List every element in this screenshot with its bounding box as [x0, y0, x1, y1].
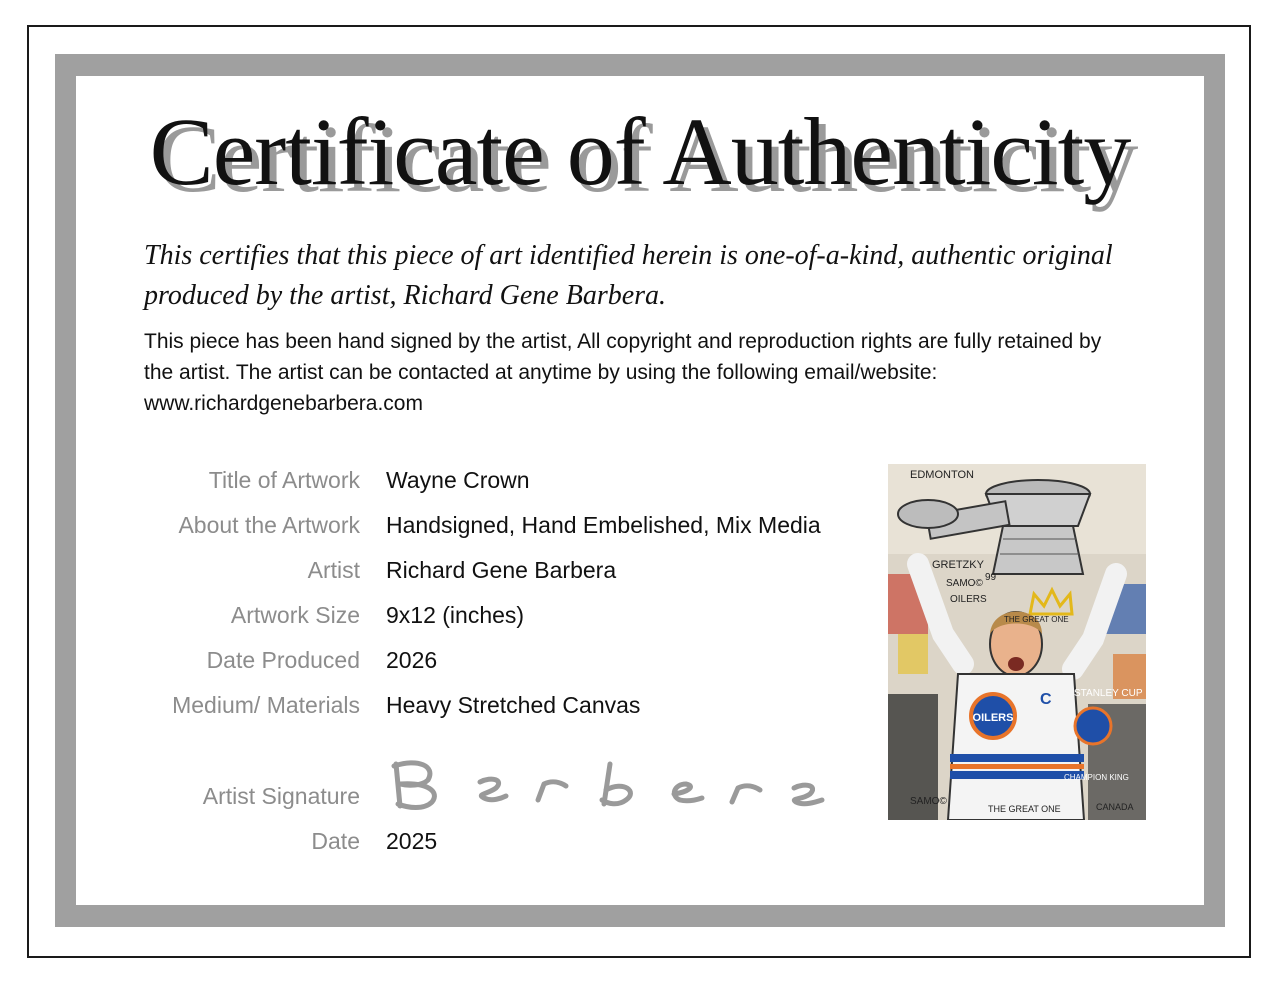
artwork-text-stanley-cup: STANLEY CUP: [1074, 688, 1143, 699]
captain-letter: C: [1040, 691, 1052, 708]
date-value: 2025: [386, 828, 438, 854]
artwork-size-value: 9x12 (inches): [386, 602, 525, 628]
artwork-text-great-one-bottom: THE GREAT ONE: [988, 804, 1061, 814]
about-artwork-label: About the Artwork: [178, 512, 360, 538]
title-of-artwork-value: Wayne Crown: [386, 467, 530, 493]
artwork-text-gretzky: GRETZKY: [932, 559, 984, 571]
artist-value: Richard Gene Barbera: [386, 557, 617, 583]
artist-signature-image: [388, 756, 828, 816]
date-produced-label: Date Produced: [206, 647, 360, 673]
artwork-text-99: 99: [985, 572, 997, 583]
artwork-text-great-one-top: THE GREAT ONE: [1004, 615, 1069, 624]
artwork-text-canada: CANADA: [1096, 802, 1134, 812]
certificate-title: Certificate of Authenticity: [149, 98, 1131, 205]
artwork-text-champion-king: CHAMPION KING: [1064, 773, 1129, 782]
jersey-logo-text: OILERS: [972, 712, 1014, 724]
artwork-text-samo-bottom: SAMO©: [910, 796, 947, 807]
artist-signature-label: Artist Signature: [202, 783, 360, 809]
certification-statement: This certifies that this piece of art identified herein is one-of-a-kind, authentic original produced by the artist, Richard Gene Barbera.: [144, 240, 1113, 311]
artwork-text-samo: SAMO©: [946, 578, 983, 589]
artwork-text-edmonton: EDMONTON: [910, 469, 974, 481]
about-artwork-value: Handsigned, Hand Embelished, Mix Media: [386, 512, 821, 538]
medium-materials-value: Heavy Stretched Canvas: [386, 692, 641, 718]
date-produced-value: 2026: [386, 647, 438, 673]
oilers-jersey: [948, 674, 1084, 820]
artwork-size-label: Artwork Size: [230, 602, 360, 628]
artwork-image: [888, 464, 1146, 820]
artwork-text-oilers: OILERS: [950, 594, 987, 605]
medium-materials-label: Medium/ Materials: [172, 692, 360, 718]
title-of-artwork-label: Title of Artwork: [208, 467, 360, 493]
artist-label: Artist: [307, 557, 360, 583]
copyright-notice: This piece has been hand signed by the artist, All copyright and reproduction rights are fully retained by the artist. The artist can be contacted at anytime by using the following email/website: www.richardgenebarbera.com: [144, 330, 1102, 415]
date-label: Date: [311, 828, 360, 854]
